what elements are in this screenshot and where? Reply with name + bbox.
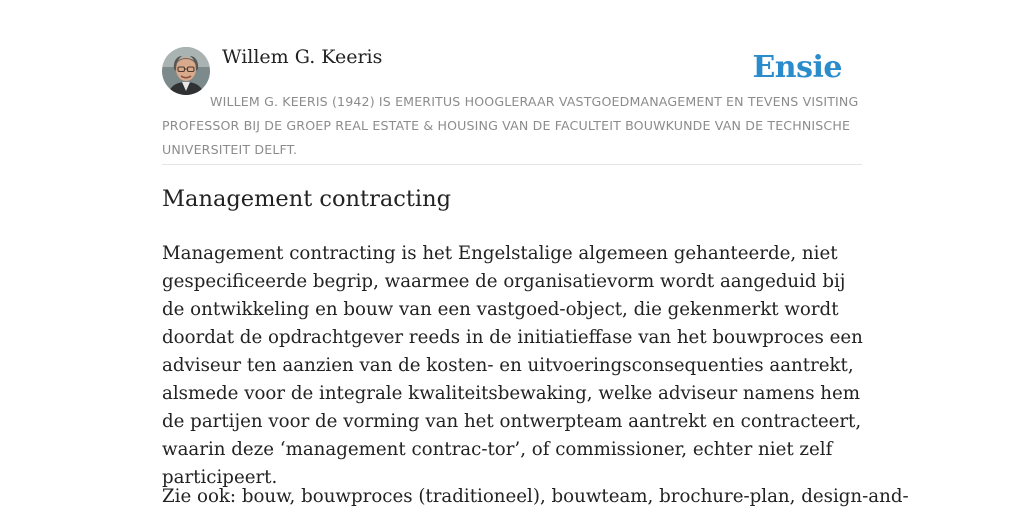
article-title: Management contracting bbox=[162, 186, 451, 212]
author-avatar[interactable] bbox=[162, 47, 210, 95]
brand-logo[interactable]: Ensie bbox=[752, 50, 842, 85]
author-name[interactable]: Willem G. Keeris bbox=[222, 46, 383, 68]
article-paragraph: Management contracting is het Engelstalige algemeen gehanteerde, niet gespecificeerde begrip, waarmee de organisatievorm wordt aangeduid bij de ontwikkeling en bouw van een vastgoed-object, die gekenmerkt wordt doordat de opdrachtgever reeds in de initiatieffase van het bouwproces een adviseur ten aanzien van de kosten- en uitvoeringsconsequenties aantrekt, alsmede voor de integrale kwaliteitsbewaking, welke adviseur namens hem de partijen voor de vorming van het ontwerpteam aantrekt en contracteert, waarin deze ‘management contrac-tor’, of commissioner, echter niet zelf participeert. bbox=[162, 243, 863, 488]
author-bio: WILLEM G. KEERIS (1942) IS EMERITUS HOOGLERAAR VASTGOEDMANAGEMENT EN TEVENS VISITING PROFESSOR BIJ DE GROEP REAL ESTATE & HOUSING VAN DE FACULTEIT BOUWKUNDE VAN DE TECHNISCHE UNIVERSITEIT DELFT. bbox=[162, 94, 859, 157]
author-header bbox=[162, 44, 862, 165]
see-also-paragraph: Zie ook: bouw, bouwproces (traditioneel), bouwteam, brochure-plan, design-and- bbox=[162, 486, 909, 507]
author-portrait-icon bbox=[162, 47, 210, 95]
